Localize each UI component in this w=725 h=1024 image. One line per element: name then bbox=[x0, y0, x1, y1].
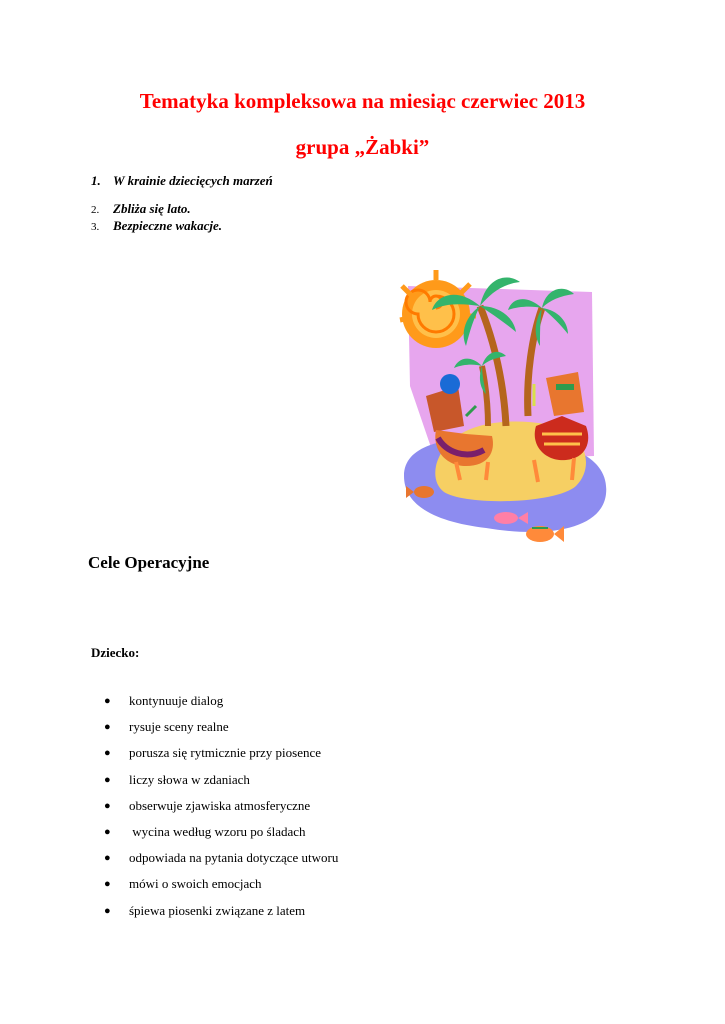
summer-beach-illustration bbox=[396, 266, 612, 554]
topic-text: Zbliża się lato. bbox=[113, 201, 191, 216]
bullet-icon: ● bbox=[104, 721, 111, 734]
goal-text: śpiewa piosenki związane z latem bbox=[129, 902, 306, 918]
page-title: Tematyka kompleksowa na miesiąc czerwiec 2013 bbox=[139, 89, 586, 113]
bullet-icon: ● bbox=[104, 695, 111, 707]
bullet-icon: ● bbox=[104, 799, 111, 812]
bullet-icon: ● bbox=[104, 773, 111, 786]
goal-text: odpowiada na pytania dotyczące utworu bbox=[129, 850, 339, 866]
goal-text: wycina według wzoru po śladach bbox=[129, 823, 306, 839]
topic-text: W krainie dziecięcych marzeń bbox=[113, 173, 273, 188]
topic-item bbox=[91, 201, 191, 217]
goal-text: rysuje sceny realne bbox=[129, 719, 229, 735]
bullet-icon: ● bbox=[104, 825, 111, 838]
goal-text: porusza się rytmicznie przy piosence bbox=[129, 745, 322, 761]
goal-text: obserwuje zjawiska atmosferyczne bbox=[129, 797, 311, 813]
bullet-icon: ● bbox=[104, 747, 111, 760]
section-heading: Cele Operacyjne bbox=[88, 553, 210, 572]
goal-text: kontynuuje dialog bbox=[129, 693, 224, 708]
bullet-icon: ● bbox=[104, 852, 111, 865]
topic-number: 3. bbox=[91, 221, 100, 233]
bullet-icon: ● bbox=[104, 878, 111, 891]
goal-text: mówi o swoich emocjach bbox=[129, 876, 262, 892]
page-subtitle-group: grupa „Żabki” bbox=[295, 135, 430, 159]
topic-number: 2. bbox=[91, 204, 100, 216]
topic-text: Bezpieczne wakacje. bbox=[113, 218, 223, 233]
topic-item bbox=[91, 173, 273, 189]
goal-text: liczy słowa w zdaniach bbox=[129, 771, 250, 787]
topic-item bbox=[91, 218, 222, 234]
topic-number: 1. bbox=[91, 173, 101, 188]
child-label: Dziecko: bbox=[91, 645, 140, 660]
bullet-icon: ● bbox=[104, 904, 111, 917]
